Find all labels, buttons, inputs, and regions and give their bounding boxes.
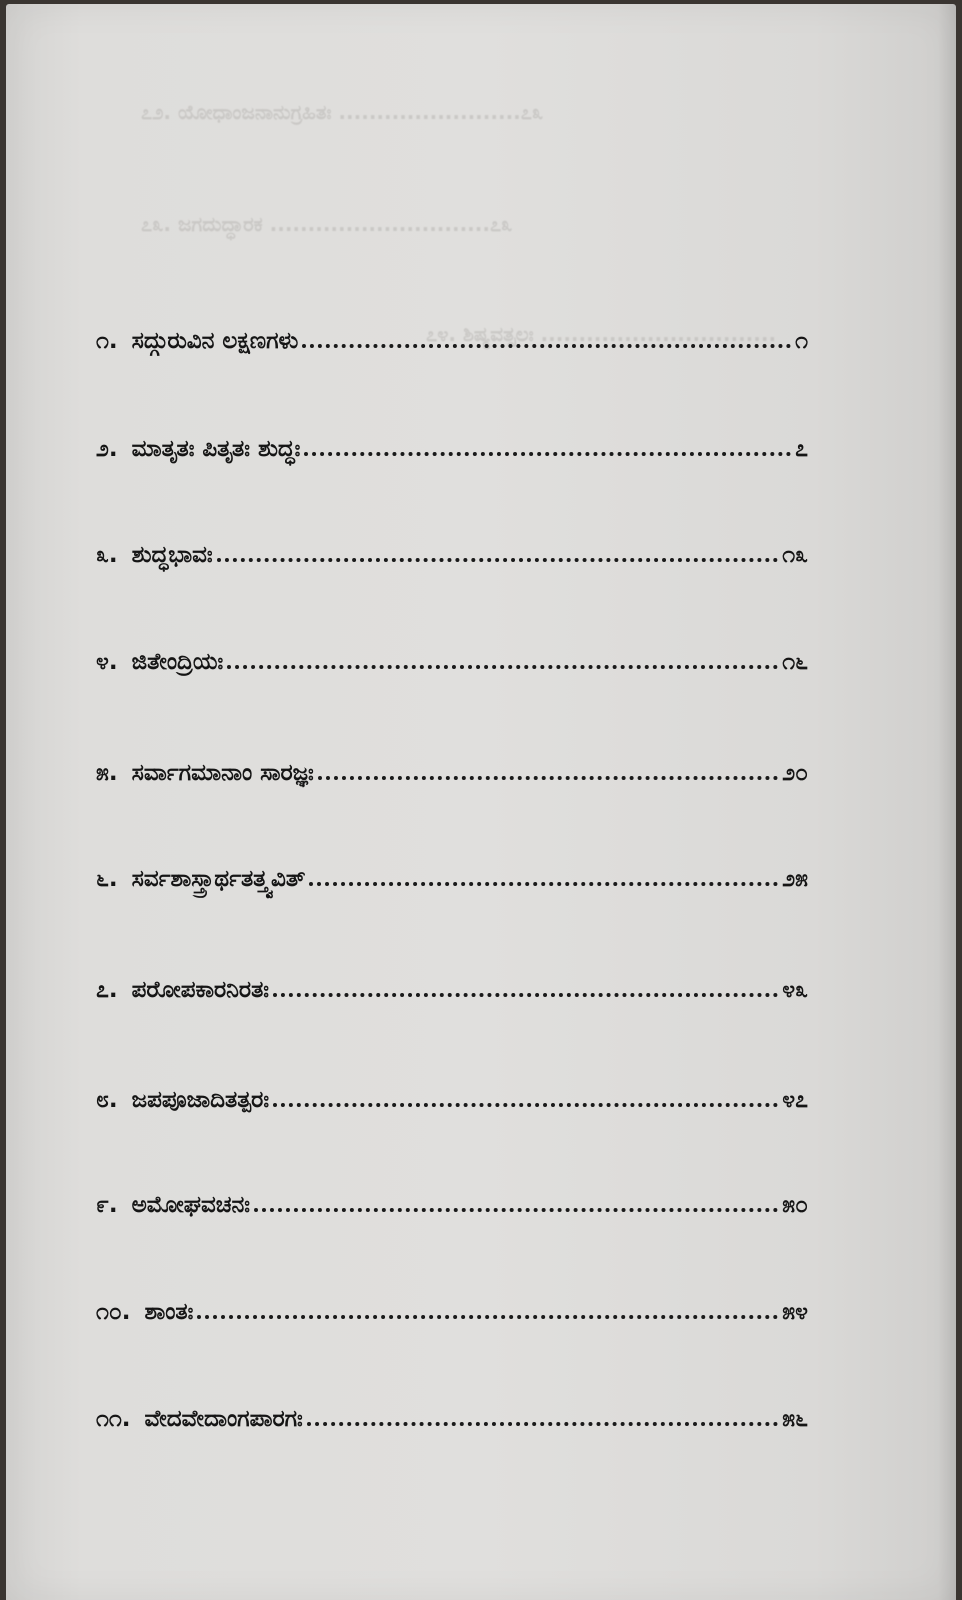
entry-number: ೩. (96, 542, 118, 568)
toc-entry[interactable] (96, 330, 808, 353)
entry-title: ಶುದ್ಧಭಾವಃ (131, 542, 213, 568)
dot-leader (273, 993, 778, 997)
entry-title: ಸರ್ವಾಗಮಾನಾಂ ಸಾರಜ್ಞಃ (131, 760, 314, 786)
entry-page-number: ೫೦ (782, 1192, 808, 1218)
toc-entry[interactable] (96, 979, 808, 1002)
entry-title: ಅಮೋಘವಚನಃ (131, 1192, 251, 1218)
entry-page-number: ೧೩ (782, 542, 808, 568)
entry-title: ಜಪಪೂಜಾದಿತತ್ಪರಃ (131, 1087, 270, 1113)
entry-page-number: ೫೬ (782, 1406, 808, 1432)
toc-entry[interactable] (96, 651, 808, 674)
entry-title: ಮಾತೃತಃ ಪಿತೃತಃ ಶುದ್ಧಃ (131, 436, 301, 462)
entry-title: ಜಿತೇಂದ್ರಿಯಃ (131, 649, 224, 675)
entry-title: ಸರ್ವಶಾಸ್ತ್ರಾರ್ಥತತ್ತ್ವವಿತ್ (131, 866, 306, 892)
entry-page-number: ೫೪ (782, 1299, 808, 1325)
toc-entry[interactable] (96, 1301, 808, 1324)
entry-title: ಶಾಂತಃ (144, 1299, 194, 1325)
dot-leader (227, 665, 778, 669)
entry-title: ಸದ್ಗುರುವಿನ ಲಕ್ಷಣಗಳು (131, 328, 299, 354)
entry-number: ೧. (96, 328, 118, 354)
toc-entry[interactable] (96, 1408, 808, 1431)
entry-number: ೧೧. (96, 1406, 131, 1432)
entry-number: ೯. (96, 1192, 118, 1218)
entry-title: ಪರೋಪಕಾರನಿರತಃ (131, 977, 270, 1003)
dot-leader (318, 776, 779, 780)
entry-number: ೪. (96, 649, 118, 675)
dot-leader (273, 1103, 778, 1107)
toc-entry[interactable] (96, 868, 808, 891)
entry-page-number: ೨೫ (782, 866, 808, 892)
entry-page-number: ೭ (795, 436, 808, 462)
toc-entry[interactable] (96, 762, 808, 785)
dot-leader (307, 1422, 778, 1426)
entry-page-number: ೧ (795, 328, 808, 354)
entry-page-number: ೧೬ (782, 649, 808, 675)
dot-leader (217, 558, 779, 562)
entry-number: ೬. (96, 866, 118, 892)
page-edge-shadow (938, 4, 956, 1600)
bleed-through-line: ೭೨. ಯೋಧಾಂಜನಾನುಗ್ರಹಿತಃ ........................೭೩ (141, 100, 544, 124)
entry-page-number: ೪೩ (782, 977, 808, 1003)
dot-leader (254, 1208, 778, 1212)
entry-number: ೭. (96, 977, 118, 1003)
entry-page-number: ೪೭ (782, 1087, 808, 1113)
entry-title: ವೇದವೇದಾಂಗಪಾರಗಃ (144, 1406, 303, 1432)
entry-number: ೧೦. (96, 1299, 131, 1325)
entry-number: ೫. (96, 760, 118, 786)
bleed-through-line: ೭೩. ಜಗದುದ್ಧಾರಕ .............................೭೩ (141, 212, 513, 236)
entry-number: ೮. (96, 1087, 118, 1113)
toc-entry[interactable] (96, 438, 808, 461)
dot-leader (197, 1315, 778, 1319)
toc-entry[interactable] (96, 1194, 808, 1217)
toc-entry[interactable] (96, 1089, 808, 1112)
book-page (6, 4, 956, 1600)
bleed-through-line: ೭೪. ಶಿಷ್ಯವತ್ಸಲಃ ............................... (426, 322, 777, 346)
dot-leader (309, 882, 778, 886)
dot-leader (302, 344, 791, 348)
entry-number: ೨. (96, 436, 118, 462)
dot-leader (304, 452, 791, 456)
toc-entry[interactable] (96, 544, 808, 567)
entry-page-number: ೨೦ (782, 760, 808, 786)
